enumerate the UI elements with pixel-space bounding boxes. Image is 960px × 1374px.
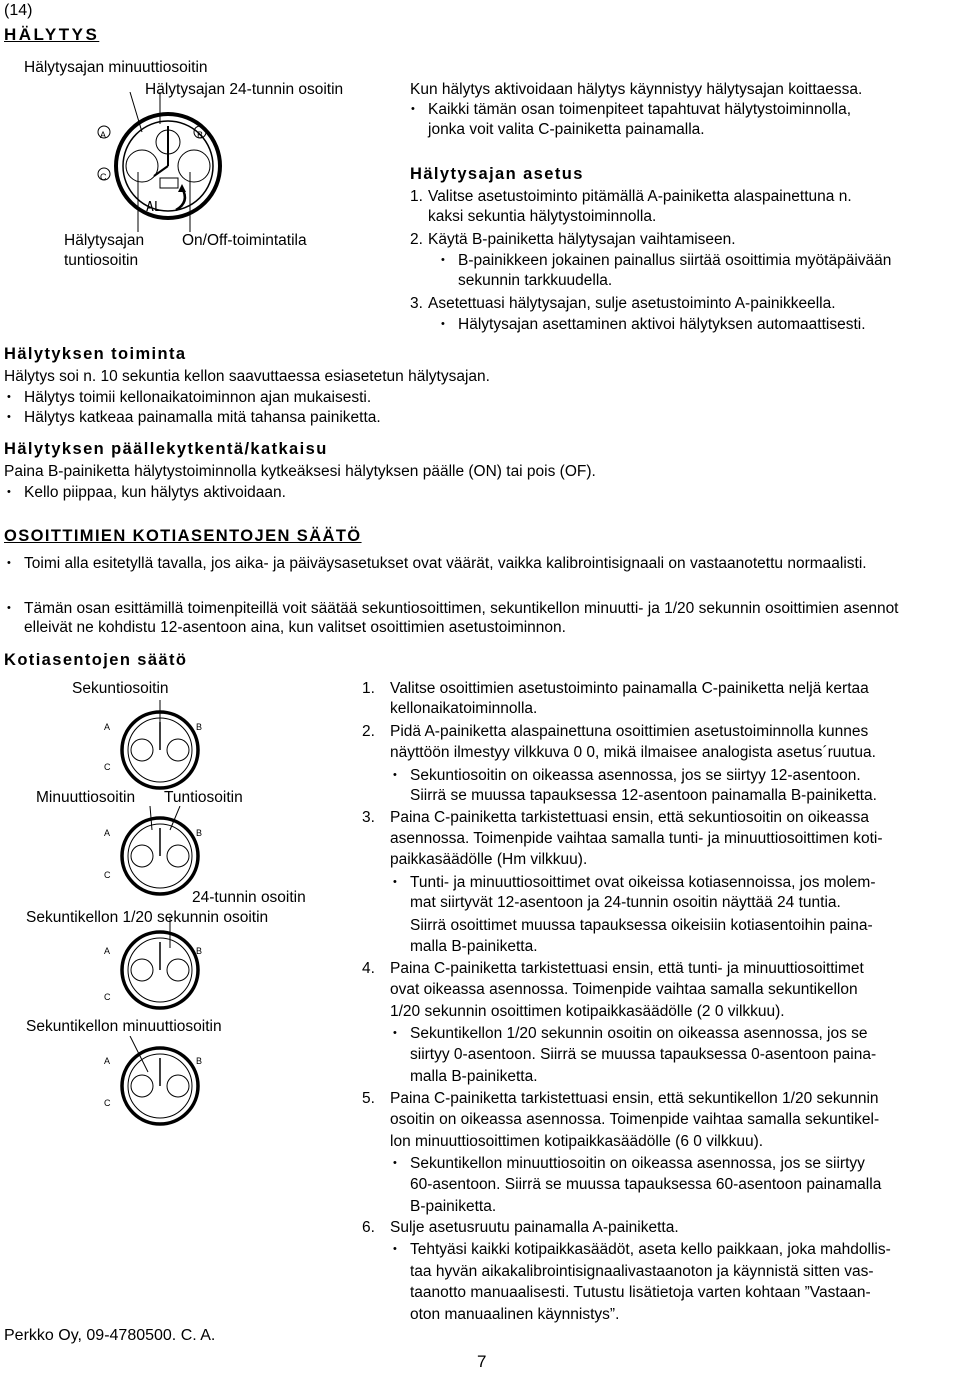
intro-bullet1-line2: jonka voit valita C-painiketta painamalla.	[428, 121, 705, 138]
page-number-top: (14)	[4, 2, 33, 19]
step5-num: 5.	[362, 1090, 375, 1107]
alarm-onoff-line1: Paina B-painiketta hälytystoiminnolla kytkeäksesi hälytyksen päälle (ON) tai pois (OF).	[4, 463, 596, 480]
step6-bullet-line4: oton manuaalinen käynnistys”.	[410, 1306, 620, 1323]
alarm-setting-s2-bullet-line2: sekunnin tarkkuudella.	[458, 272, 613, 289]
fig-f4-label: Sekuntikellon minuuttiosoitin	[26, 1018, 222, 1035]
fig1-label-hour-hand-line2: tuntiosoitin	[64, 252, 139, 269]
fig-f2-label-right: Tuntiosoitin	[164, 789, 243, 806]
fig-f2-label-left: Minuuttiosoitin	[36, 789, 136, 806]
step3-bullet-line3: Siirrä osoittimet muussa tapauksessa oikeisiin kotiasentoihin paina-	[410, 917, 873, 934]
alarm-setting-s2-line1: Käytä B-painiketta hälytysajan vaihtamiseen.	[428, 231, 736, 248]
alarm-operation-line1: Hälytys soi n. 10 sekuntia kellon saavuttaessa esiasetetun hälytysajan.	[4, 368, 490, 385]
home-section-bullet2: • Tämän osan esittämillä toimenpiteillä voit säätää sekuntiosoittimen, sekuntikellon minuutti- ja 1/20 sekunnin osoittimien asennot elleivät ne kohdistu 12-asentoon aina, kun valitset osoittimien asetustoiminnon.	[24, 599, 944, 637]
watch-illustration-alarm	[90, 92, 240, 232]
fig-f3-btn-a: A	[104, 946, 111, 956]
step4-line3: 1/20 sekunnin osoittimen kotipaikkasäädölle (2 0 vilkkuu).	[390, 1003, 785, 1020]
fig1-label-minute-hand: Hälytysajan minuuttiosoitin	[24, 59, 208, 76]
fig-f3-btn-b: B	[196, 946, 203, 956]
step4-bullet-line1: • Sekuntikellon 1/20 sekunnin osoitin on oikeassa asennossa, jos se	[410, 1024, 868, 1043]
fig-f4-btn-b: B	[196, 1056, 203, 1066]
fig1-display-text: AL	[146, 200, 162, 215]
step3-line3: paikkasäädölle (Hm vilkkuu).	[390, 851, 588, 868]
alarm-operation-bullet2: • Hälytys katkeaa painamalla mitä tahansa painiketta.	[24, 408, 381, 427]
step5-bullet-line2: 60-asentoon. Siirrä se muussa tapauksessa 60-asentoon painamalla	[410, 1176, 882, 1193]
step6-line1: Sulje asetusruutu painamalla A-painiketta.	[390, 1219, 679, 1236]
step1-num: 1.	[362, 680, 375, 697]
section-title: HÄLYTYS	[4, 25, 100, 44]
fig-f4-btn-c: C	[104, 1098, 111, 1108]
step3-line1: Paina C-painiketta tarkistettuasi ensin, että sekuntiosoitin on oikeassa	[390, 809, 870, 826]
home-section-bullet1: • Toimi alla esitetyllä tavalla, jos aika- ja päiväysasetukset ovat väärät, vaikka kalibrointisignaali on vastaanotettu normaalisti.	[24, 554, 944, 573]
footer-contact: Perkko Oy, 09-4780500. C. A.	[4, 1327, 216, 1344]
step4-bullet-line3: malla B-painiketta.	[410, 1068, 538, 1085]
step4-bullet-line2: siirtyy 0-asentoon. Siirrä se muussa tapauksessa 0-asentoon paina-	[410, 1046, 877, 1063]
fig-f2-btn-b: B	[196, 828, 203, 838]
step3-bullet-line1: • Tunti- ja minuuttiosoittimet ovat oikeissa kotiasennoissa, jos molem-	[410, 873, 875, 892]
step5-line3: lon minuuttiosoittimen kotipaikkasäädölle (6 0 vilkkuu).	[390, 1133, 764, 1150]
step6-bullet-line2: taa hyvän aikakalibrointisignaalivastaanoton ja käynnistä sitten vas-	[410, 1263, 874, 1280]
alarm-setting-s1-line2: kaksi sekuntia hälytystoiminnolla.	[428, 208, 657, 225]
alarm-setting-heading: Hälytysajan asetus	[410, 165, 584, 183]
fig-f2-btn-a: A	[104, 828, 111, 838]
alarm-onoff-bullet1: • Kello piippaa, kun hälytys aktivoidaan.	[24, 483, 286, 502]
fig1-btn-b: B	[197, 130, 204, 140]
step5-line2: osoitin on oikeassa asennossa. Toimenpide vaihtaa samalla sekuntikel-	[390, 1111, 880, 1128]
step6-bullet-line3: taanotto manuaalisesti. Tutustu lisätietoja varten kohtaan ”Vastaan-	[410, 1284, 871, 1301]
fig-f3-btn-c: C	[104, 992, 111, 1002]
step3-line2: asennossa. Toimenpide vaihtaa samalla tunti- ja minuuttiosoittimen koti-	[390, 830, 883, 847]
fig-f3-label-bottom: Sekuntikellon 1/20 sekunnin osoitin	[26, 909, 269, 926]
intro-line1: Kun hälytys aktivoidaan hälytys käynnistyy hälytysajan koittaessa.	[410, 81, 863, 98]
step6-num: 6.	[362, 1219, 375, 1236]
alarm-setting-s1-line1: Valitse asetustoiminto pitämällä A-painiketta alaspainettuna n.	[428, 188, 852, 205]
intro-bullet1-line1: • Kaikki tämän osan toimenpiteet tapahtuvat hälytystoiminnolla,	[428, 100, 851, 119]
fig-f3-label-top: 24-tunnin osoitin	[192, 889, 306, 906]
fig-f4-btn-a: A	[104, 1056, 111, 1066]
fig-f1-btn-a: A	[104, 722, 111, 732]
step4-num: 4.	[362, 960, 375, 977]
fig-f1-btn-c: C	[104, 762, 111, 772]
step2-bullet-line2: Siirrä se muussa tapauksessa 12-asentoon painamalla B-painiketta.	[410, 787, 877, 804]
alarm-setting-s3-line1: Asetettuasi hälytysajan, sulje asetustoiminto A-painikkeella.	[428, 295, 836, 312]
fig1-label-24h-hand: Hälytysajan 24-tunnin osoitin	[145, 81, 344, 98]
alarm-setting-s3-num: 3.	[410, 295, 423, 312]
step4-line1: Paina C-painiketta tarkistettuasi ensin, että tunti- ja minuuttiosoittimet	[390, 960, 864, 977]
step3-bullet-line4: malla B-painiketta.	[410, 938, 538, 955]
step3-bullet-line2: mat siirtyvät 12-asentoon ja 24-tunnin osoitin näyttää 24 tuntia.	[410, 894, 841, 911]
home-section-title: OSOITTIMIEN KOTIASENTOJEN SÄÄTÖ	[4, 527, 362, 545]
alarm-onoff-heading: Hälytyksen päällekytkentä/katkaisu	[4, 440, 328, 458]
alarm-setting-s3-bullet: • Hälytysajan asettaminen aktivoi hälytyksen automaattisesti.	[458, 315, 866, 334]
home-section-subheading: Kotiasentojen säätö	[4, 651, 188, 669]
fig1-btn-c: C	[100, 172, 107, 182]
alarm-setting-s2-num: 2.	[410, 231, 423, 248]
step2-line1: Pidä A-painiketta alaspainettuna osoittimien asetustoiminnolla kunnes	[390, 723, 869, 740]
fig-f2-btn-c: C	[104, 870, 111, 880]
fig1-label-onoff: On/Off-toimintatila	[182, 232, 307, 249]
fig1-btn-a: A	[100, 130, 107, 140]
fig1-label-hour-hand-line1: Hälytysajan	[64, 232, 145, 249]
step2-num: 2.	[362, 723, 375, 740]
step5-line1: Paina C-painiketta tarkistettuasi ensin, että sekuntikellon 1/20 sekunnin	[390, 1090, 879, 1107]
step3-num: 3.	[362, 809, 375, 826]
step4-line2: ovat oikeassa asennossa. Toimenpide vaihtaa samalla sekuntikellon	[390, 981, 858, 998]
alarm-operation-heading: Hälytyksen toiminta	[4, 345, 187, 363]
alarm-setting-s2-bullet-line1: • B-painikkeen jokainen painallus siirtää osoittimia myötäpäivään	[458, 251, 891, 270]
fig-f1-label: Sekuntiosoitin	[72, 680, 169, 697]
page-number: 7	[477, 1352, 487, 1371]
step2-line2: näyttöön ilmestyy vilkkuva 0 0, mikä ilmaisee analogista asetus´ruutua.	[390, 744, 876, 761]
alarm-setting-s1-num: 1.	[410, 188, 423, 205]
step6-bullet-line1: • Tehtyäsi kaikki kotipaikkasäädöt, aseta kello paikkaan, joka mahdollis-	[410, 1240, 891, 1259]
step1-line2: kellonaikatoiminnolla.	[390, 700, 538, 717]
step2-bullet-line1: • Sekuntiosoitin on oikeassa asennossa, jos se siirtyy 12-asentoon.	[410, 766, 861, 785]
step1-line1: Valitse osoittimien asetustoiminto painamalla C-painiketta neljä kertaa	[390, 680, 869, 697]
step5-bullet-line3: B-painiketta.	[410, 1198, 497, 1215]
alarm-operation-bullet1: • Hälytys toimii kellonaikatoiminnon ajan mukaisesti.	[24, 388, 371, 407]
fig-f1-btn-b: B	[196, 722, 203, 732]
step5-bullet-line1: • Sekuntikellon minuuttiosoitin on oikeassa asennossa, jos se siirtyy	[410, 1154, 865, 1173]
